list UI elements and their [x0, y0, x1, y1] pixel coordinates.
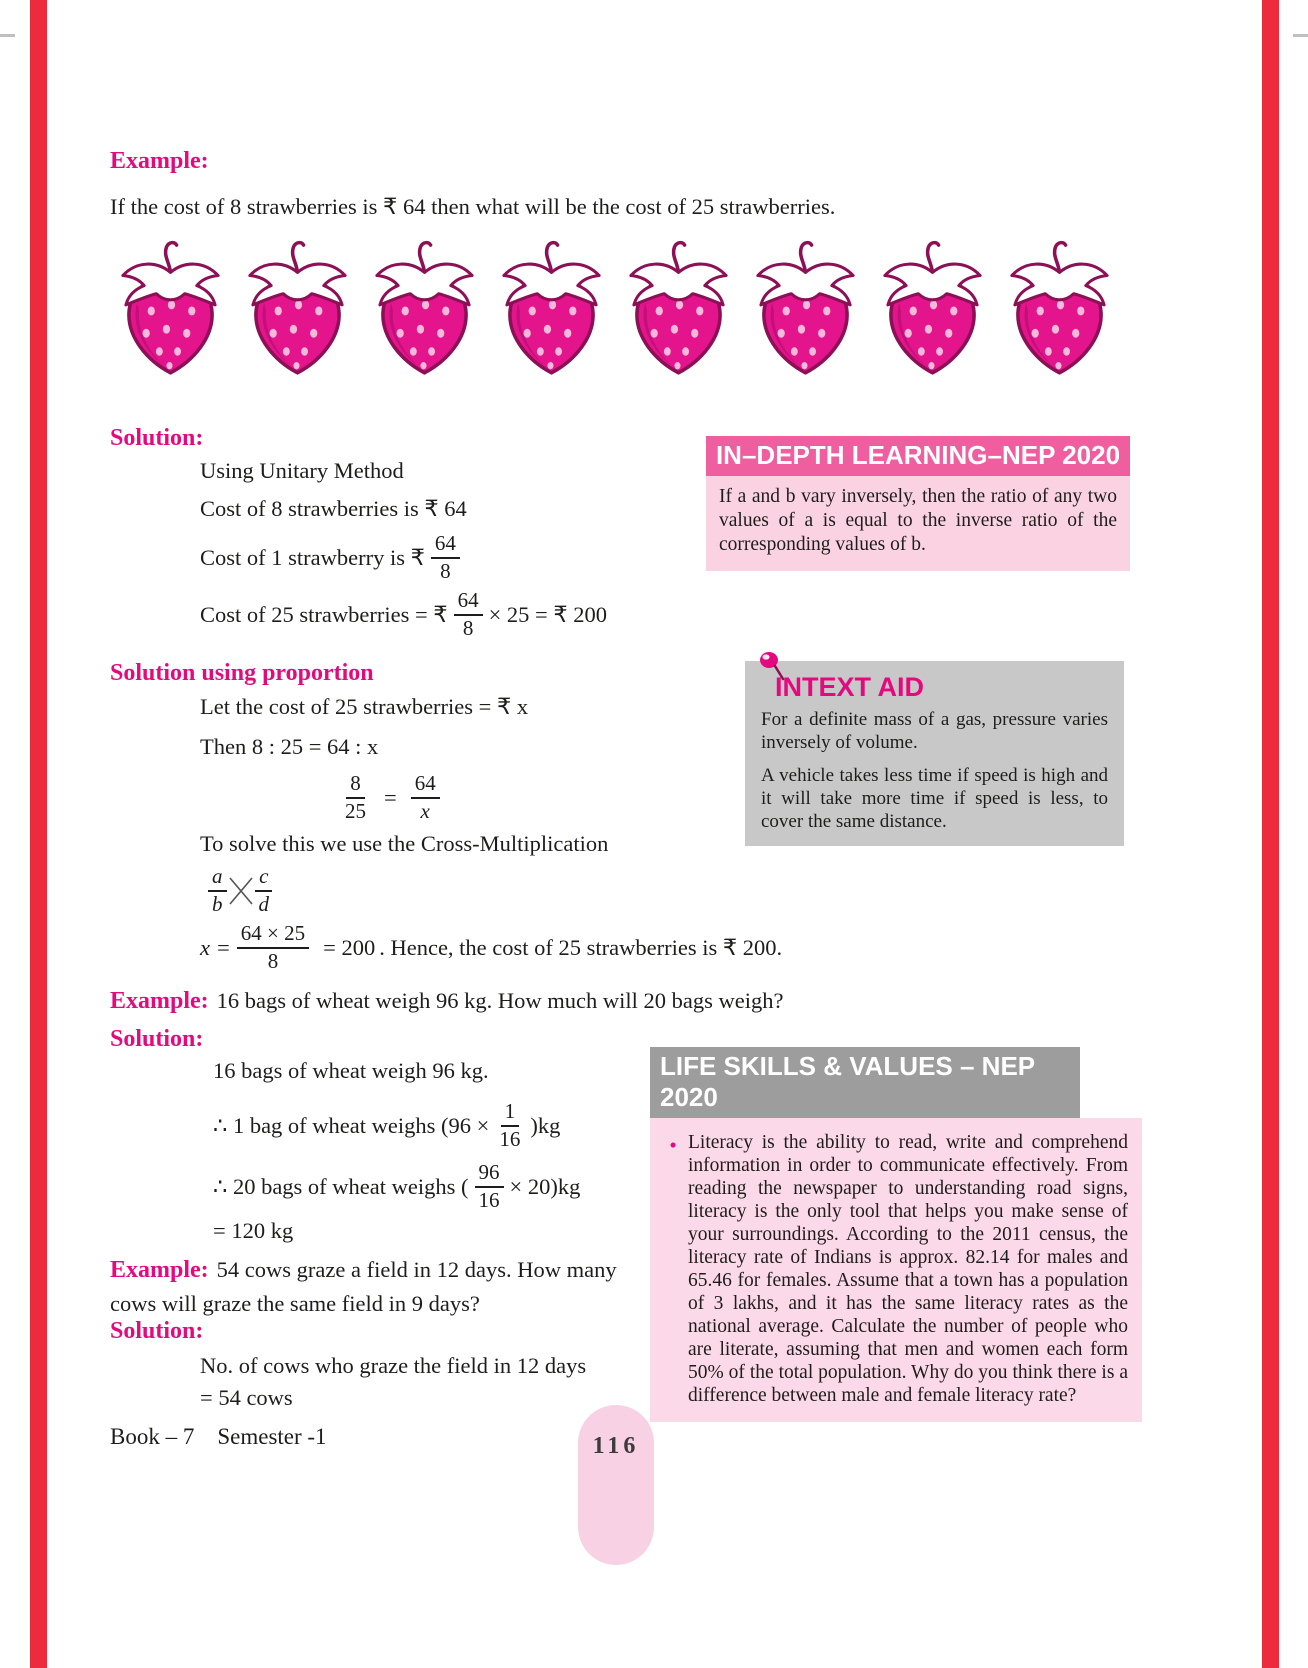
- fraction-denominator: b: [212, 891, 223, 916]
- fraction-numerator: c: [255, 865, 272, 892]
- pin-icon: [755, 647, 789, 690]
- strawberry-icon: [493, 238, 611, 390]
- strawberry-icon: [112, 238, 230, 390]
- fraction-denominator: x: [420, 798, 430, 823]
- solution1-block: [200, 458, 607, 640]
- indepth-learning-box: [706, 436, 1130, 571]
- fraction: [495, 1100, 524, 1151]
- intext-aid-para-2: A vehicle takes less time if speed is high and it will take more time if speed is less, to cover the same distance.: [761, 764, 1108, 833]
- fraction-denominator: 8: [267, 948, 279, 973]
- solution3-label: Solution:: [110, 1318, 204, 1344]
- cross-x-icon: [226, 873, 256, 909]
- strawberry-icon: [1001, 238, 1119, 390]
- example1-label: Example:: [110, 148, 209, 174]
- solution1-line-2: Cost of 8 strawberries is ₹ 64: [200, 496, 467, 521]
- proportion-line-cross-intro: To solve this we use the Cross-Multiplication: [200, 831, 609, 857]
- solution1-line-3: [200, 532, 607, 583]
- strawberry-icon: [874, 238, 992, 390]
- solution2-line-4: = 120 kg: [213, 1218, 294, 1244]
- example3-text: 54 cows graze a field in 12 days. How many cows will graze the same field in 9 days?: [110, 1257, 617, 1316]
- life-skills-header: LIFE SKILLS & VALUES – NEP 2020: [650, 1047, 1080, 1118]
- result-prefix: x =: [200, 934, 231, 960]
- fraction-denominator: 25: [345, 798, 366, 823]
- indepth-learning-body: If a and b vary inversely, then the ratio of any two values of a is equal to the inverse ratio of the corresponding values of b.: [706, 476, 1130, 571]
- right-edge-bar: [1262, 0, 1279, 1668]
- math-prefix: ∴ 1 bag of wheat weighs (96 ×: [213, 1112, 490, 1138]
- solution3-line-1: No. of cows who graze the field in 12 days: [200, 1353, 587, 1378]
- fraction: [454, 589, 483, 640]
- fraction: [431, 532, 460, 583]
- fraction-numerator: a: [208, 865, 227, 892]
- fraction-numerator: 96: [475, 1161, 504, 1188]
- math-suffix: × 20)kg: [509, 1173, 581, 1199]
- cross-fraction-left: [208, 865, 227, 916]
- equation-fraction-left: [341, 772, 370, 823]
- equation-fraction-right: [411, 772, 440, 823]
- page-number-pill: [578, 1405, 654, 1565]
- intext-aid-para-1: For a definite mass of a gas, pressure varies inversely of volume.: [761, 709, 1108, 754]
- proportion-line-let: Let the cost of 25 strawberries = ₹ x: [200, 694, 529, 719]
- example2-text: 16 bags of wheat weigh 96 kg. How much will 20 bags weigh?: [216, 988, 784, 1013]
- fraction-denominator: d: [258, 891, 269, 916]
- fraction-numerator: 1: [501, 1100, 520, 1127]
- strawberry-icon: [239, 238, 357, 390]
- math-suffix: × 25 = ₹ 200: [488, 601, 608, 627]
- life-skills-text: Literacy is the ability to read, write and comprehend information in order to communicate effectively. From reading the newspaper to understanding road signs, literacy is the only tool that helps you make sense of your surroundings. According to the 2011 census, the literacy rate of Indians is approx. 82.14 for males and 65.46 for females. Assume that a town has a population of 3 lakhs, and it has the same literacy rates as the national average. Calculate the number of people who are literate, assuming that men and women each form 50% of the total population. Why do you think there is a difference between male and female literacy rate?: [688, 1132, 1128, 1406]
- solution1-label: Solution:: [110, 425, 204, 451]
- cross-multiplication-figure: [202, 865, 782, 916]
- strawberry-icon: [747, 238, 865, 390]
- strawberry-row: [112, 238, 1122, 390]
- proportion-equation: [335, 772, 782, 823]
- math-prefix: Cost of 25 strawberries = ₹: [200, 601, 448, 627]
- solution2-line-3: [213, 1161, 580, 1212]
- example2-line: [110, 985, 1090, 1019]
- fraction-numerator: 64: [411, 772, 440, 799]
- life-skills-box: [650, 1047, 1142, 1422]
- result-fraction: [237, 922, 309, 973]
- solution1-line-4: [200, 589, 607, 640]
- example3-label: Example:: [110, 1257, 209, 1283]
- crop-mark-top-left: [0, 34, 15, 37]
- proportion-block: [200, 694, 782, 973]
- result-suffix: . Hence, the cost of 25 strawberries is ₹ 200.: [379, 934, 783, 960]
- solution2-line-1: 16 bags of wheat weigh 96 kg.: [213, 1058, 489, 1083]
- indepth-learning-header: IN–DEPTH LEARNING–NEP 2020: [706, 436, 1130, 476]
- solution1-line-1: Using Unitary Method: [200, 458, 404, 483]
- solution3-block: [200, 1350, 586, 1413]
- life-skills-body: [650, 1118, 1142, 1422]
- result-mid: = 200: [323, 934, 376, 960]
- intext-aid-box: [745, 661, 1124, 846]
- math-prefix: ∴ 20 bags of wheat weighs (: [213, 1173, 469, 1199]
- fraction: [475, 1161, 504, 1212]
- example2-label: Example:: [110, 988, 209, 1014]
- fraction-denominator: 8: [462, 615, 474, 640]
- fraction-denominator: 16: [499, 1126, 521, 1151]
- proportion-result-line: [200, 922, 782, 973]
- fraction-denominator: 16: [478, 1187, 500, 1212]
- example1-text: If the cost of 8 strawberries is ₹ 64 then what will be the cost of 25 strawberries.: [110, 194, 836, 219]
- page-number: 116: [592, 1433, 640, 1459]
- fraction-denominator: 8: [440, 558, 451, 583]
- cross-fraction-right: [255, 865, 274, 916]
- fraction-numerator: 64 × 25: [237, 922, 309, 949]
- intext-aid-title: INTEXT AID: [775, 672, 925, 702]
- fraction-numerator: 8: [346, 772, 365, 799]
- bullet-marker: •: [669, 1133, 677, 1157]
- solution2-label: Solution:: [110, 1026, 204, 1052]
- solution3-line-2: = 54 cows: [200, 1384, 293, 1410]
- fraction-numerator: 64: [454, 589, 483, 616]
- proportion-line-then: Then 8 : 25 = 64 : x: [200, 734, 379, 759]
- strawberry-icon: [620, 238, 738, 390]
- example3-line: [110, 1254, 655, 1319]
- crop-mark-top-right: [1293, 34, 1308, 37]
- footer-book-info: Book – 7 Semester -1: [110, 1424, 327, 1449]
- strawberry-icon: [366, 238, 484, 390]
- fraction-numerator: 64: [431, 532, 460, 559]
- math-prefix: Cost of 1 strawberry is ₹: [200, 544, 425, 570]
- equals-sign: =: [384, 784, 397, 810]
- proportion-heading: Solution using proportion: [110, 660, 374, 686]
- solution2-block: [213, 1058, 580, 1244]
- solution2-line-2: [213, 1100, 580, 1151]
- left-edge-bar: [30, 0, 47, 1668]
- math-suffix: )kg: [530, 1112, 561, 1138]
